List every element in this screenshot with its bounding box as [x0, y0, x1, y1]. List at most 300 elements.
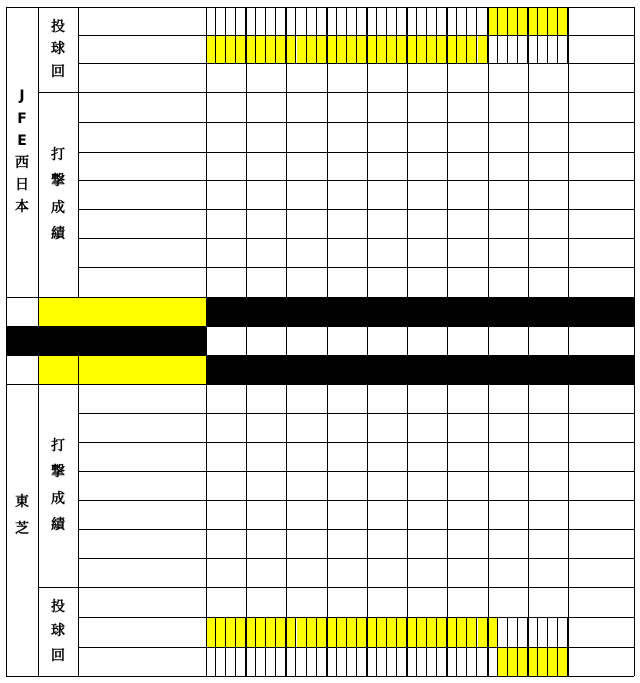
- grid-line: [634, 297, 635, 384]
- inning-pitched-box: [538, 647, 548, 676]
- inning-pitched-box: [276, 647, 286, 676]
- inning-score: [327, 297, 367, 326]
- inning-pitched-box: [246, 647, 256, 676]
- stat-value: [528, 529, 568, 558]
- inning-pitched-box: [206, 617, 216, 647]
- stat-value: [447, 238, 487, 267]
- stat-value: [447, 267, 487, 297]
- stat-value: [206, 122, 246, 152]
- grid-line: [246, 326, 247, 355]
- team-name-char: 日: [15, 177, 29, 194]
- stat-value: [528, 180, 568, 209]
- stat-value: [327, 529, 367, 558]
- inning-pitched-box: [427, 35, 437, 63]
- inning-score: [447, 297, 487, 326]
- grid-line: [246, 355, 247, 676]
- stat-value: [286, 384, 326, 413]
- stat-value: [447, 180, 487, 209]
- score-total: [568, 355, 634, 384]
- stat-value: [206, 558, 246, 587]
- stat-value: [206, 587, 246, 617]
- score-label: [38, 355, 206, 384]
- stat-total: [568, 122, 634, 152]
- stat-value: [528, 587, 568, 617]
- stat-value: [407, 413, 447, 442]
- inning-pitched-box: [236, 35, 246, 63]
- inning-pitched-box: [538, 617, 548, 647]
- inning-pitched-box: [548, 647, 558, 676]
- inning-score: [327, 355, 367, 384]
- stat-value: [488, 442, 528, 471]
- stat-value: [286, 558, 326, 587]
- inning-pitched-box: [216, 7, 226, 35]
- pitcher-innings-total: [568, 647, 634, 676]
- batting-header-char: 撃: [51, 173, 65, 190]
- stat-value: [528, 209, 568, 238]
- stat-label: [78, 558, 206, 587]
- inning-score: [246, 297, 286, 326]
- grid-line: [78, 35, 634, 36]
- grid-line: [447, 355, 448, 676]
- grid-line: [78, 471, 634, 472]
- stat-value: [327, 209, 367, 238]
- grid-line: [78, 122, 634, 123]
- grid-line: [246, 7, 247, 297]
- stat-value: [206, 63, 246, 92]
- grid-line: [78, 209, 634, 210]
- stat-value: [286, 152, 326, 180]
- inning-pitched-box: [297, 35, 307, 63]
- inning-pitched-box: [437, 617, 447, 647]
- inning-pitched-box: [488, 35, 498, 63]
- inning-pitched-box: [367, 7, 377, 35]
- stat-value: [488, 267, 528, 297]
- grid-line: [6, 676, 634, 677]
- inning-score: [407, 297, 447, 326]
- inning-pitched-box: [347, 617, 357, 647]
- inning-pitched-box: [226, 617, 236, 647]
- inning-pitched-box: [548, 7, 558, 35]
- pitching-header: [38, 587, 78, 676]
- inning-pitched-box: [457, 7, 467, 35]
- grid-line: [327, 7, 328, 297]
- stat-value: [327, 442, 367, 471]
- inning-pitched-box: [216, 35, 226, 63]
- stat-total: [568, 152, 634, 180]
- inning-pitched-box: [347, 35, 357, 63]
- inning-pitched-box: [447, 617, 457, 647]
- stat-value: [206, 238, 246, 267]
- stat-label: [78, 92, 206, 122]
- grid-line: [6, 7, 7, 297]
- inning-pitched-box: [357, 617, 367, 647]
- inning-pitched-box: [357, 35, 367, 63]
- stat-value: [488, 558, 528, 587]
- stat-value: [488, 63, 528, 92]
- inning-number: [447, 326, 487, 355]
- stat-value: [246, 471, 286, 500]
- grid-line: [286, 326, 287, 355]
- grid-line: [488, 326, 489, 355]
- inning-pitched-box: [528, 35, 538, 63]
- grid-line: [407, 7, 408, 297]
- pitcher-name: [78, 35, 206, 63]
- stat-total: [568, 384, 634, 413]
- stat-value: [407, 384, 447, 413]
- grid-line: [6, 355, 7, 676]
- inning-pitched-box: [407, 647, 417, 676]
- inning-pitched-box: [327, 35, 337, 63]
- grid-line: [447, 7, 448, 297]
- stat-value: [407, 122, 447, 152]
- grid-line: [6, 355, 634, 356]
- batting-header-char: 打: [51, 147, 65, 164]
- inning-pitched-box: [427, 617, 437, 647]
- inning-pitched-box: [236, 647, 246, 676]
- pitcher-innings-total: [568, 7, 634, 35]
- inning-pitched-box: [447, 7, 457, 35]
- stat-value: [367, 500, 407, 529]
- inning-pitched-box: [286, 35, 296, 63]
- stat-label: [78, 471, 206, 500]
- inning-score: [206, 297, 246, 326]
- stat-value: [488, 500, 528, 529]
- stat-value: [206, 152, 246, 180]
- inning-pitched-box: [286, 647, 296, 676]
- team-name: [6, 355, 38, 676]
- stat-value: [206, 209, 246, 238]
- stat-value: [367, 238, 407, 267]
- inning-pitched-box: [226, 647, 236, 676]
- stat-label: [78, 180, 206, 209]
- inning-pitched-box: [488, 617, 498, 647]
- batting-header: [38, 92, 78, 297]
- pitching-header: [38, 7, 78, 92]
- stat-value: [447, 413, 487, 442]
- stat-value: [447, 529, 487, 558]
- stat-value: [367, 442, 407, 471]
- stat-label: [78, 413, 206, 442]
- stat-value: [407, 238, 447, 267]
- stat-value: [488, 92, 528, 122]
- team-name-char: 西: [15, 155, 29, 171]
- stat-value: [327, 500, 367, 529]
- inning-pitched-box: [508, 617, 518, 647]
- grid-line: [38, 355, 39, 384]
- grid-line: [6, 384, 634, 385]
- inning-score: [528, 355, 568, 384]
- inning-score: [528, 297, 568, 326]
- inning-pitched-box: [226, 7, 236, 35]
- grid-line: [286, 355, 287, 676]
- inning-pitched-box: [447, 647, 457, 676]
- inning-pitched-box: [407, 35, 417, 63]
- stat-value: [246, 63, 286, 92]
- inning-pitched-box: [347, 647, 357, 676]
- inning-pitched-box: [457, 35, 467, 63]
- stat-value: [407, 471, 447, 500]
- inning-pitched-box: [407, 7, 417, 35]
- inning-pitched-box: [266, 647, 276, 676]
- inning-pitched-box: [538, 7, 548, 35]
- grid-line: [568, 7, 569, 297]
- grid-line: [78, 267, 634, 268]
- stat-value: [407, 529, 447, 558]
- grid-line: [38, 7, 39, 297]
- stat-value: [327, 152, 367, 180]
- grid-line: [78, 529, 634, 530]
- grid-line: [528, 355, 529, 676]
- inning-pitched-box: [397, 35, 407, 63]
- inning-pitched-box: [276, 7, 286, 35]
- inning-pitched-box: [337, 647, 347, 676]
- grid-line: [78, 152, 634, 153]
- pitcher-innings-total: [568, 617, 634, 647]
- stat-value: [528, 442, 568, 471]
- inning-label: [38, 326, 206, 355]
- grid-line: [528, 326, 529, 355]
- grid-line: [78, 355, 79, 676]
- inning-pitched-box: [286, 617, 296, 647]
- stat-value: [528, 500, 568, 529]
- inning-pitched-box: [286, 7, 296, 35]
- pitching-header-char: 回: [51, 647, 65, 664]
- stat-value: [286, 63, 326, 92]
- team-name-char: 本: [15, 199, 29, 216]
- stat-value: [407, 63, 447, 92]
- stat-value: [488, 238, 528, 267]
- stat-value: [447, 209, 487, 238]
- inning-pitched-box: [467, 35, 477, 63]
- pitching-header-char: 球: [51, 623, 65, 640]
- inning-pitched-box: [427, 7, 437, 35]
- inning-pitched-box: [417, 7, 427, 35]
- stat-value: [206, 267, 246, 297]
- stat-value: [367, 122, 407, 152]
- inning-pitched-box: [528, 7, 538, 35]
- inning-number: [206, 326, 246, 355]
- inning-pitched-box: [367, 617, 377, 647]
- stat-value: [367, 152, 407, 180]
- inning-pitched-box: [297, 647, 307, 676]
- grid-line: [528, 7, 529, 297]
- inning-pitched-box: [367, 35, 377, 63]
- stat-value: [447, 122, 487, 152]
- inning-pitched-box: [518, 617, 528, 647]
- stat-value: [528, 63, 568, 92]
- batting-header-char: 成: [51, 490, 65, 507]
- stat-value: [327, 122, 367, 152]
- stat-value: [447, 92, 487, 122]
- stat-label: [78, 500, 206, 529]
- inning-pitched-box: [317, 7, 327, 35]
- stat-value: [447, 63, 487, 92]
- grid-line: [206, 326, 207, 355]
- inning-pitched-box: [498, 7, 508, 35]
- stat-value: [206, 384, 246, 413]
- inning-pitched-box: [327, 7, 337, 35]
- team-name-char: J: [19, 88, 25, 105]
- inning-pitched-box: [457, 617, 467, 647]
- grid-line: [488, 355, 489, 676]
- inning-pitched-box: [307, 35, 317, 63]
- stat-total: [568, 209, 634, 238]
- pitching-header-char: 回: [51, 63, 65, 80]
- pitcher-name: [78, 617, 206, 647]
- inning-pitched-box: [407, 617, 417, 647]
- stat-value: [488, 152, 528, 180]
- stat-value: [206, 442, 246, 471]
- inning-pitched-box: [558, 617, 568, 647]
- inning-score: [246, 355, 286, 384]
- stat-value: [367, 471, 407, 500]
- inning-pitched-box: [337, 617, 347, 647]
- stat-value: [206, 92, 246, 122]
- inning-pitched-box: [317, 35, 327, 63]
- inning-pitched-box: [548, 35, 558, 63]
- stat-value: [447, 152, 487, 180]
- stat-total: [568, 267, 634, 297]
- stat-value: [286, 180, 326, 209]
- stat-value: [206, 500, 246, 529]
- stat-value: [528, 122, 568, 152]
- inning-pitched-box: [266, 617, 276, 647]
- inning-number: [286, 326, 326, 355]
- grid-line: [78, 7, 79, 297]
- grid-line: [38, 92, 634, 93]
- stat-value: [286, 442, 326, 471]
- pitching-header-char: 球: [51, 41, 65, 58]
- batting-header-char: 成: [51, 199, 65, 216]
- stat-value: [286, 587, 326, 617]
- grid-line: [78, 647, 634, 648]
- stat-total: [568, 558, 634, 587]
- inning-pitched-box: [397, 617, 407, 647]
- inning-number: [246, 326, 286, 355]
- stat-value: [246, 442, 286, 471]
- grid-line: [286, 7, 287, 297]
- inning-pitched-box: [437, 647, 447, 676]
- stat-total: [568, 413, 634, 442]
- inning-pitched-box: [447, 35, 457, 63]
- inning-pitched-box: [417, 35, 427, 63]
- stat-label: [78, 267, 206, 297]
- inning-score: [367, 297, 407, 326]
- grid-line: [206, 7, 207, 297]
- team-name-char: 芝: [15, 520, 29, 537]
- stat-value: [206, 529, 246, 558]
- stat-value: [488, 122, 528, 152]
- stat-total: [568, 238, 634, 267]
- grid-line: [488, 7, 489, 297]
- inning-number: [407, 326, 447, 355]
- stat-value: [367, 558, 407, 587]
- pitching-header-char: 投: [51, 599, 65, 616]
- inning-score: [206, 355, 246, 384]
- grid-line: [78, 413, 634, 414]
- inning-pitched-box: [347, 7, 357, 35]
- inning-pitched-box: [548, 617, 558, 647]
- grid-line: [6, 297, 634, 298]
- stat-value: [246, 587, 286, 617]
- inning-pitched-box: [387, 7, 397, 35]
- stat-value: [286, 500, 326, 529]
- inning-pitched-box: [266, 7, 276, 35]
- inning-pitched-box: [508, 647, 518, 676]
- inning-pitched-box: [508, 35, 518, 63]
- inning-pitched-box: [427, 647, 437, 676]
- inning-pitched-box: [246, 617, 256, 647]
- inning-pitched-box: [216, 617, 226, 647]
- grid-line: [6, 7, 634, 8]
- stat-value: [246, 558, 286, 587]
- grid-line: [634, 7, 635, 297]
- stat-value: [488, 471, 528, 500]
- stat-total: [568, 63, 634, 92]
- inning-pitched-box: [206, 7, 216, 35]
- stat-value: [488, 209, 528, 238]
- grid-line: [568, 355, 569, 676]
- stat-value: [246, 413, 286, 442]
- inning-pitched-box: [327, 647, 337, 676]
- inning-pitched-box: [437, 35, 447, 63]
- stat-value: [327, 384, 367, 413]
- grid-line: [78, 558, 634, 559]
- inning-pitched-box: [478, 647, 488, 676]
- stat-value: [246, 122, 286, 152]
- grid-line: [367, 326, 368, 355]
- stat-value: [528, 238, 568, 267]
- stat-total: [568, 587, 634, 617]
- stat-value: [447, 471, 487, 500]
- inning-pitched-box: [317, 647, 327, 676]
- grid-line: [78, 617, 634, 618]
- stat-label: [78, 209, 206, 238]
- inning-number: [528, 326, 568, 355]
- stat-value: [407, 500, 447, 529]
- stat-value: [488, 587, 528, 617]
- grid-line: [78, 238, 634, 239]
- stat-value: [367, 587, 407, 617]
- stat-value: [447, 587, 487, 617]
- inning-pitched-box: [397, 647, 407, 676]
- score-total: [568, 297, 634, 326]
- pitcher-name: [78, 647, 206, 676]
- stat-value: [206, 180, 246, 209]
- stat-value: [407, 558, 447, 587]
- inning-pitched-box: [377, 617, 387, 647]
- stat-value: [367, 63, 407, 92]
- inning-score: [286, 297, 326, 326]
- stat-value: [488, 413, 528, 442]
- stat-value: [528, 471, 568, 500]
- inning-score: [488, 297, 528, 326]
- team-name: [6, 7, 38, 297]
- inning-pitched-box: [357, 647, 367, 676]
- inning-pitched-box: [488, 7, 498, 35]
- inning-pitched-box: [256, 617, 266, 647]
- inning-number: [327, 326, 367, 355]
- stat-value: [528, 413, 568, 442]
- stat-value: [528, 267, 568, 297]
- inning-pitched-box: [387, 35, 397, 63]
- stat-value: [246, 529, 286, 558]
- inning-pitched-box: [256, 7, 266, 35]
- stat-label: [78, 152, 206, 180]
- stat-label: [78, 238, 206, 267]
- inning-pitched-box: [307, 7, 317, 35]
- stat-value: [246, 92, 286, 122]
